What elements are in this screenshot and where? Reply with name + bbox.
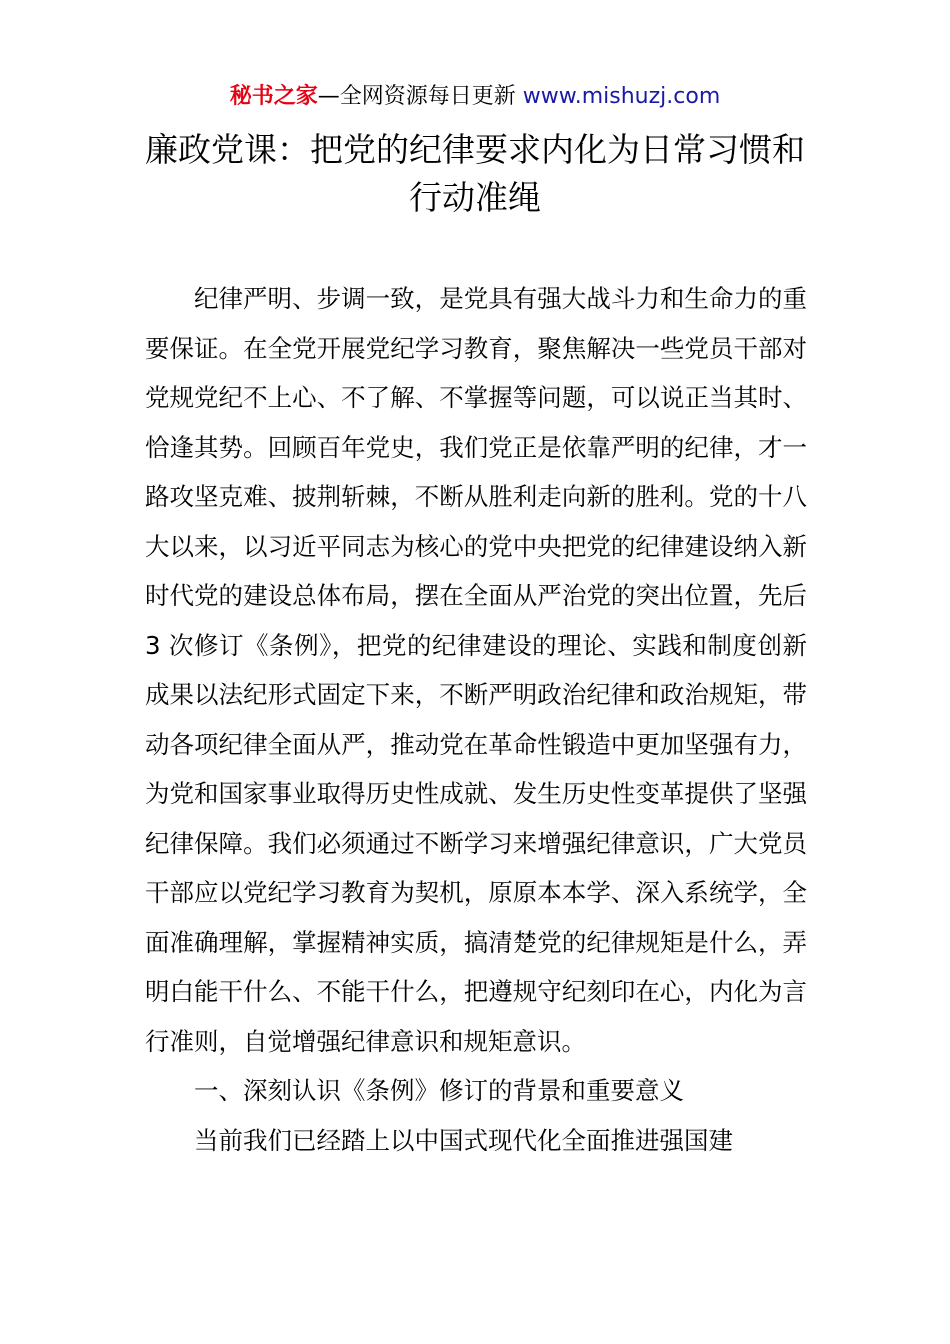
body-paragraph: 纪律严明、步调一致，是党具有强大战斗力和生命力的重要保证。在全党开展党纪学习教育，聚焦解决一些党员干部对党规党纪不上心、不了解、不掌握等问题，可以说正当其时、恰逢其势。回顾百年党史，我们党正是依靠严明的纪律，才一路攻坚克难、披荆斩棘，不断从胜利走向新的胜利。党的十八大以来，以习近平同志为核心的党中央把党的纪律建设纳入新时代党的建设总体布局，摆在全面从严治党的突出位置，先后 3 次修订《条例》，把党的纪律建设的理论、实践和制度创新成果以法纪形式固定下来，不断严明政治纪律和政治规矩，带动各项纪律全面从严，推动党在革命性锻造中更加坚强有力，为党和国家事业取得历史性成就、发生历史性变革提供了坚强纪律保障。我们必须通过不断学习来增强纪律意识，广大党员干部应以党纪学习教育为契机，原原本本学、深入系统学，全面准确理解，掌握精神实质，搞清楚党的纪律规矩是什么，弄明白能干什么、不能干什么，把遵规守纪刻印在心，内化为言行准则，自觉增强纪律意识和规矩意识。 <box>145 284 807 1056</box>
document-title: 廉政党课：把党的纪律要求内化为日常习惯和行动准绳 <box>145 130 805 217</box>
site-header <box>0 82 950 112</box>
site-tagline: —全网资源每日更新 <box>317 84 523 109</box>
body-paragraph: 当前我们已经踏上以中国式现代化全面推进强国建 <box>194 1125 733 1155</box>
site-brand: 秘书之家 <box>229 84 318 109</box>
document-body <box>145 274 807 1165</box>
section-heading: 一、深刻认识《条例》修订的背景和重要意义 <box>194 1076 684 1105</box>
site-url-link[interactable]: www.mishuzj.com <box>522 84 721 109</box>
